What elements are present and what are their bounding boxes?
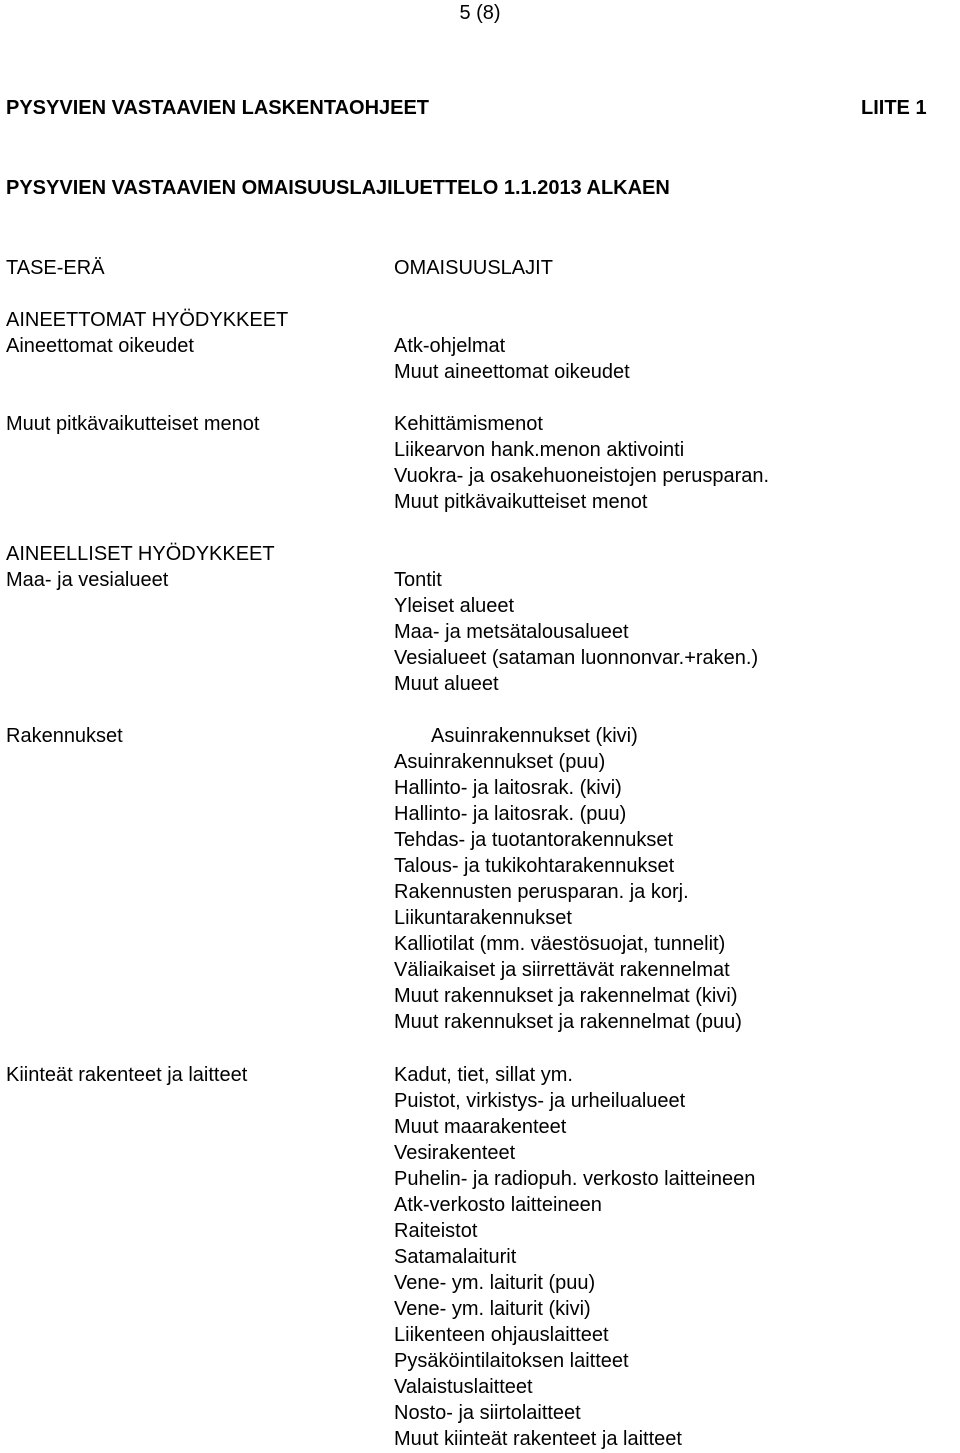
list-item: Vene- ym. laiturit (kivi)	[394, 1298, 591, 1320]
document-title: PYSYVIEN VASTAAVIEN LASKENTAOHJEET	[6, 97, 430, 119]
list-item: Muut alueet	[394, 673, 499, 695]
list-item: Raiteistot	[394, 1220, 478, 1242]
list-item: Vesialueet (sataman luonnonvar.+raken.)	[394, 647, 759, 669]
list-item: Nosto- ja siirtolaitteet	[394, 1402, 581, 1424]
list-item: Hallinto- ja laitosrak. (kivi)	[394, 777, 622, 799]
buildings-list	[394, 723, 742, 1035]
list-item: Liikenteen ohjauslaitteet	[394, 1324, 609, 1346]
list-item: Yleiset alueet	[394, 595, 515, 617]
list-item: Väliaikaiset ja siirrettävät rakennelmat	[394, 959, 730, 981]
list-item: Muut aineettomat oikeudet	[394, 361, 630, 383]
list-item: Atk-verkosto laitteineen	[394, 1194, 602, 1216]
list-item: Hallinto- ja laitosrak. (puu)	[394, 803, 627, 825]
list-item: Muut pitkävaikutteiset menot	[394, 491, 648, 513]
list-item: Puistot, virkistys- ja urheilualueet	[394, 1090, 686, 1112]
list-item: Pysäköintilaitoksen laitteet	[394, 1350, 629, 1372]
list-item: Liikuntarakennukset	[394, 907, 572, 929]
list-item: Kalliotilat (mm. väestösuojat, tunnelit)	[394, 933, 726, 955]
list-item: Talous- ja tukikohtarakennukset	[394, 855, 675, 877]
intangible-rights-list	[394, 333, 630, 385]
list-item: Kehittämismenot	[394, 413, 543, 435]
land-water-label: Maa- ja vesialueet	[6, 569, 169, 591]
list-item: Rakennusten perusparan. ja korj.	[394, 881, 689, 903]
list-item: Muut rakennukset ja rakennelmat (kivi)	[394, 985, 738, 1007]
other-long-term-label: Muut pitkävaikutteiset menot	[6, 413, 260, 435]
intangible-rights-label: Aineettomat oikeudet	[6, 335, 194, 357]
list-item: Asuinrakennukset (puu)	[394, 751, 606, 773]
document-subtitle: PYSYVIEN VASTAAVIEN OMAISUUSLAJILUETTELO 1.1.2013 ALKAEN	[6, 177, 670, 199]
list-item: Kadut, tiet, sillat ym.	[394, 1064, 573, 1086]
list-item: Satamalaiturit	[394, 1246, 517, 1268]
list-item: Vuokra- ja osakehuoneistojen perusparan.	[394, 465, 770, 487]
list-item: Liikearvon hank.menon aktivointi	[394, 439, 685, 461]
list-item: Muut maarakenteet	[394, 1116, 567, 1138]
list-item: Maa- ja metsätalousalueet	[394, 621, 629, 643]
list-item: Puhelin- ja radiopuh. verkosto laitteineen	[394, 1168, 756, 1190]
list-item: Muut kiinteät rakenteet ja laitteet	[394, 1428, 682, 1450]
list-item: Asuinrakennukset (kivi)	[431, 725, 638, 747]
list-item: Muut rakennukset ja rakennelmat (puu)	[394, 1011, 742, 1033]
fixed-structures-label: Kiinteät rakenteet ja laitteet	[6, 1064, 248, 1086]
buildings-label: Rakennukset	[6, 725, 123, 747]
list-item: Vene- ym. laiturit (puu)	[394, 1272, 596, 1294]
list-item: Atk-ohjelmat	[394, 335, 506, 357]
column-header-asset-types: OMAISUUSLAJIT	[394, 257, 553, 279]
fixed-structures-list	[394, 1062, 755, 1452]
appendix-label: LIITE 1	[861, 97, 927, 119]
tangible-assets-heading: AINEELLISET HYÖDYKKEET	[6, 543, 275, 565]
column-header-balance-item: TASE-ERÄ	[6, 257, 105, 279]
intangible-assets-heading: AINEETTOMAT HYÖDYKKEET	[6, 309, 289, 331]
land-water-list	[394, 567, 758, 697]
list-item: Tontit	[394, 569, 442, 591]
page-number: 5 (8)	[459, 2, 501, 24]
list-item: Vesirakenteet	[394, 1142, 516, 1164]
list-item: Valaistuslaitteet	[394, 1376, 533, 1398]
other-long-term-list	[394, 411, 769, 515]
list-item: Tehdas- ja tuotantorakennukset	[394, 829, 674, 851]
